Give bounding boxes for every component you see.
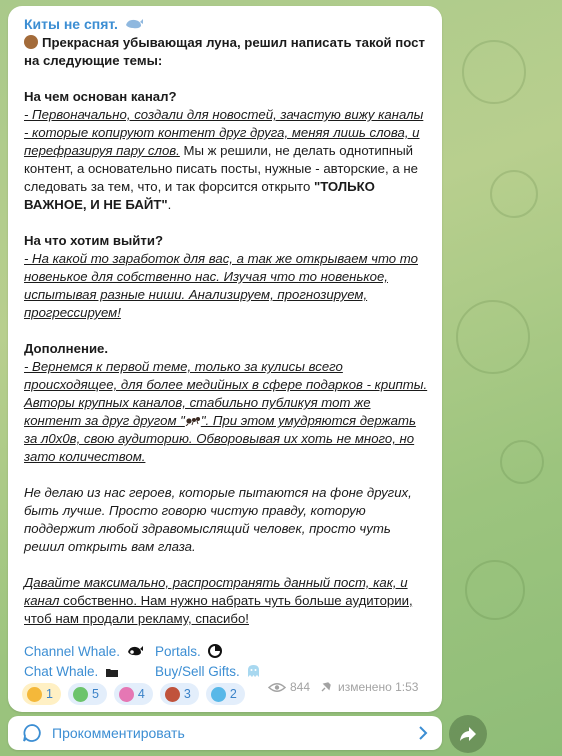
- star-icon: [27, 687, 42, 702]
- section-heading-channel: На чем основан канал?: [24, 89, 177, 104]
- link-channel-whale[interactable]: Channel Whale.: [24, 644, 121, 659]
- share-arrow-icon: [459, 726, 477, 742]
- pin-icon: [320, 681, 332, 693]
- link-portals[interactable]: Portals.: [155, 644, 201, 659]
- ghost-icon: [247, 664, 260, 678]
- reaction-octopus[interactable]: 4: [114, 683, 153, 705]
- share-button[interactable]: [449, 715, 487, 753]
- message-meta: [268, 680, 418, 694]
- comment-label: Прокомментировать: [52, 725, 185, 741]
- views-count: 844: [290, 680, 311, 694]
- reaction-star[interactable]: 1: [22, 683, 61, 705]
- eye-icon: [268, 682, 286, 693]
- link-buy-sell-gifts[interactable]: Buy/Sell Gifts.: [155, 664, 240, 679]
- channel-name[interactable]: Киты не спят.: [24, 14, 428, 34]
- section-body-channel: - Первоначально, создали для новостей, зачастую вижу каналы - которые копируют контент друг друга, меняя лишь слова, и перефразируя пару слов. Мы ж решили, не делать однотипный контент, а основательно писать посты, нужные - авторские, а не следовать за тем, что, и так форсится открыто "ТОЛЬКО ВАЖНОЕ, И НЕ БАЙТ".: [24, 107, 424, 212]
- message-bubble: [8, 6, 442, 712]
- folder-icon: [106, 667, 118, 677]
- section-body-addition: - Вернемся к первой теме, только за кулисы всего происходящее, для более медийных в сфере подарков - крипты. Авторы крупных каналов, стабильно публикуя тот же контент за друг другом " ". При этом умудряются держать за л0х0в, свою аудиторию. Обворовывая их хоть не много, но зато количеством.: [24, 359, 428, 464]
- edited-time: изменено 1:53: [338, 680, 419, 694]
- comment-icon: [22, 723, 42, 743]
- section-heading-addition: Дополнение.: [24, 341, 109, 356]
- post-text: [24, 34, 428, 628]
- diamond-icon: [211, 687, 226, 702]
- chevron-right-icon: [418, 726, 428, 740]
- reaction-person[interactable]: 3: [160, 683, 199, 705]
- whale-icon: [124, 16, 144, 30]
- post-intro: Прекрасная убывающая луна, решил написать такой пост на следующие темы:: [24, 35, 425, 68]
- post-paragraph-callout: Давайте максимально, распространять данный пост, как, и канал собственно. Нам нужно набрать чуть больше аудитории, чтоб нам продали рекламу, спасибо!: [24, 575, 413, 626]
- ant-icon: [185, 414, 201, 426]
- reaction-diamond[interactable]: 2: [206, 683, 245, 705]
- robot-icon: [73, 687, 88, 702]
- portal-icon: [208, 644, 222, 658]
- link-chat-whale[interactable]: Chat Whale.: [24, 664, 99, 679]
- post-paragraph-honesty: Не делаю из нас героев, которые пытаются на фоне других, быть лучше. Просто говорю чистую правду, которую поддержит любой здравомыслящий человек, просто чуть решил открыть вам глаза.: [24, 485, 412, 554]
- reaction-robot[interactable]: 5: [68, 683, 107, 705]
- reactions-row: [22, 683, 252, 705]
- section-heading-goal: На что хотим выйти?: [24, 233, 163, 248]
- links-block: [24, 642, 428, 682]
- comment-button[interactable]: [8, 716, 442, 750]
- section-body-goal: - На какой то заработок для вас, а так же открываем что то новенькое для собственно нас. Изучая что то новенькое, испытывая разные ниши. Анализируем, прогнозируем, прогрессируем!: [24, 251, 418, 320]
- moon-icon: [24, 35, 38, 49]
- person-icon: [165, 687, 180, 702]
- whale-icon: [127, 644, 143, 657]
- octopus-icon: [119, 687, 134, 702]
